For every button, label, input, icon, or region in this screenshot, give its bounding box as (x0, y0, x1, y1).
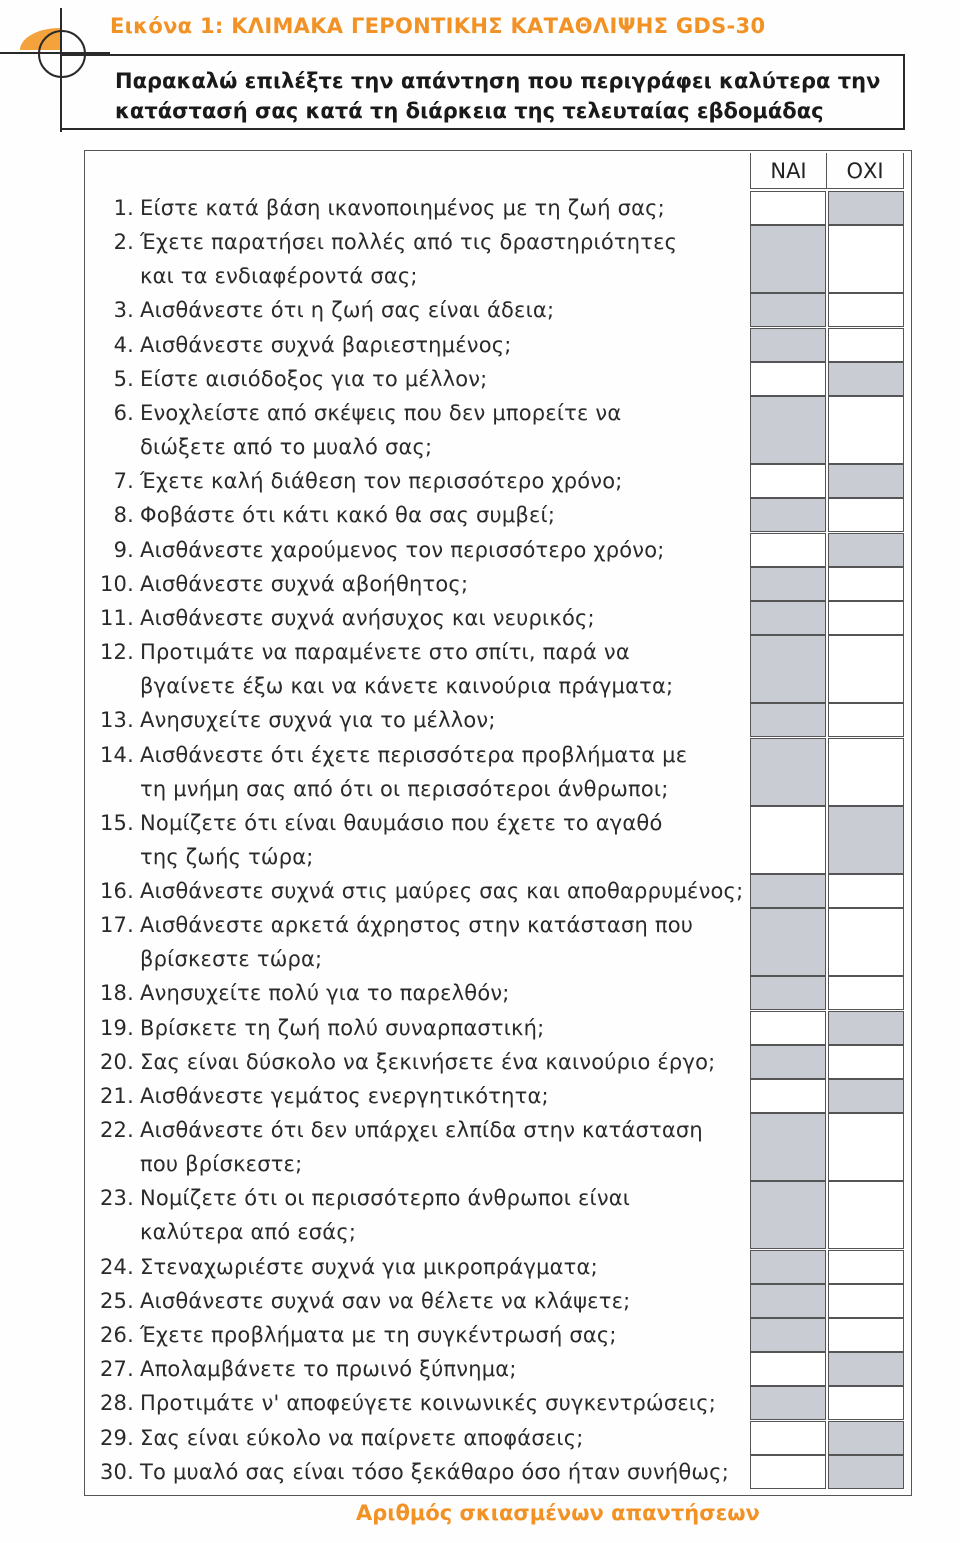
answer-cell-no[interactable] (828, 1113, 904, 1181)
question-text (92, 635, 752, 703)
question-text (92, 328, 752, 362)
question-text (92, 874, 752, 908)
question-line: Βρίσκετε τη ζωή πολύ συναρπαστική; (140, 1015, 545, 1040)
question-line: Αισθάνεστε συχνά στις μαύρες σας και αποθαρρυμένος; (140, 879, 744, 903)
question-text (92, 464, 752, 498)
question-line: Αισθάνεστε ότι έχετε περισσότερα προβλήματα με (140, 742, 688, 767)
answer-cell-yes[interactable] (750, 635, 826, 703)
question-text (92, 293, 752, 327)
question-number: 5. (113, 366, 134, 391)
answer-cell-no[interactable] (828, 464, 904, 498)
question-row (0, 738, 960, 806)
answer-cell-yes[interactable] (750, 191, 826, 225)
answer-cell-no[interactable] (828, 533, 904, 567)
question-row (0, 1011, 960, 1045)
answer-cell-no[interactable] (828, 908, 904, 976)
answer-cell-yes[interactable] (750, 976, 826, 1010)
question-line: Φοβάστε ότι κάτι κακό θα σας συμβεί; (140, 503, 556, 528)
question-line: Το μυαλό σας είναι τόσο ξεκάθαρο όσο ήταν συνήθως; (140, 1459, 729, 1484)
question-row (0, 1455, 960, 1489)
question-text (92, 1284, 752, 1318)
answer-cell-yes[interactable] (750, 225, 826, 293)
question-row (0, 976, 960, 1010)
question-row (0, 396, 960, 464)
question-row (0, 498, 960, 532)
answer-cell-yes[interactable] (750, 874, 826, 908)
question-number: 15. (100, 810, 134, 835)
answer-cell-no[interactable] (828, 328, 904, 362)
answer-cell-yes[interactable] (750, 1284, 826, 1318)
answer-cell-yes[interactable] (750, 1352, 826, 1386)
question-line: Αισθάνεστε συχνά βαριεστημένος; (140, 332, 512, 357)
question-number: 9. (113, 537, 134, 562)
question-row (0, 362, 960, 396)
answer-cell-no[interactable] (828, 738, 904, 806)
answer-cell-yes[interactable] (750, 396, 826, 464)
answer-cell-yes[interactable] (750, 1386, 826, 1420)
question-text (92, 396, 752, 464)
question-number: 6. (113, 401, 134, 425)
answer-cell-yes[interactable] (750, 362, 826, 396)
question-line: Ανησυχείτε συχνά για το μέλλον; (140, 708, 496, 733)
question-line: βρίσκεστε τώρα; (140, 947, 323, 972)
answer-cell-yes[interactable] (750, 1045, 826, 1079)
answer-cell-no[interactable] (828, 1045, 904, 1079)
answer-cell-no[interactable] (828, 1386, 904, 1420)
question-line: Είστε κατά βάση ικανοποιημένος με τη ζωή σας; (140, 196, 665, 220)
question-line: Αισθάνεστε συχνά σαν να θέλετε να κλάψετε; (140, 1288, 631, 1313)
answer-cell-no[interactable] (828, 976, 904, 1010)
question-line: Προτιμάτε να παραμένετε στο σπίτι, παρά να (140, 640, 630, 665)
answer-cell-no[interactable] (828, 635, 904, 703)
answer-cell-no[interactable] (828, 806, 904, 874)
shaded-answers-count-label: Αριθμός σκιασμένων απαντήσεων (356, 1501, 760, 1525)
question-row (0, 1352, 960, 1386)
answer-cell-yes[interactable] (750, 601, 826, 635)
question-number: 3. (113, 298, 134, 323)
answer-cell-yes[interactable] (750, 1113, 826, 1181)
question-text (92, 533, 752, 567)
answer-cell-yes[interactable] (750, 738, 826, 806)
question-line: που βρίσκεστε; (140, 1152, 303, 1177)
question-line: Ανησυχείτε πολύ για το παρελθόν; (140, 981, 510, 1006)
answer-cell-no[interactable] (828, 225, 904, 293)
question-number: 23. (100, 1186, 134, 1211)
question-line: Αισθάνεστε αρκετά άχρηστος στην κατάσταση που (140, 913, 694, 938)
answer-cell-yes[interactable] (750, 498, 826, 532)
question-row (0, 225, 960, 293)
question-text (92, 567, 752, 601)
question-line: της ζωής τώρα; (140, 844, 314, 869)
question-number: 13. (100, 708, 134, 733)
question-line: Σας είναι δύσκολο να ξεκινήσετε ένα καινούριο έργο; (140, 1049, 716, 1074)
question-text (92, 1455, 752, 1489)
answer-cell-yes[interactable] (750, 567, 826, 601)
question-text (92, 191, 752, 225)
answer-cell-no[interactable] (828, 1011, 904, 1045)
question-row (0, 908, 960, 976)
question-line: Απολαμβάνετε το πρωινό ξύπνημα; (140, 1357, 517, 1382)
question-line: τη μνήμη σας από ότι οι περισσότεροι άνθρωποι; (140, 776, 669, 801)
question-row (0, 1045, 960, 1079)
answer-cell-no[interactable] (828, 1455, 904, 1489)
question-text (92, 1181, 752, 1249)
question-text (92, 1079, 752, 1113)
question-line: Έχετε καλή διάθεση τον περισσότερο χρόνο; (140, 469, 623, 494)
question-line: Αισθάνεστε χαρούμενος τον περισσότερο χρόνο; (140, 537, 665, 562)
question-line: Αισθάνεστε συχνά αβοήθητος; (140, 571, 469, 596)
answer-cell-yes[interactable] (750, 1250, 826, 1284)
question-text (92, 1113, 752, 1181)
instructions-line-2: κατάστασή σας κατά τη διάρκεια της τελευταίας εβδομάδας (115, 99, 824, 123)
answer-cell-yes[interactable] (750, 328, 826, 362)
question-number: 17. (100, 913, 134, 938)
question-row (0, 806, 960, 874)
answer-cell-no[interactable] (828, 498, 904, 532)
answer-cell-no[interactable] (828, 396, 904, 464)
question-text (92, 806, 752, 874)
question-line: Νομίζετε ότι οι περισσότερπο άνθρωποι είναι (140, 1186, 631, 1211)
question-row (0, 191, 960, 225)
question-text (92, 908, 752, 976)
question-row (0, 1386, 960, 1420)
question-number: 28. (100, 1391, 134, 1416)
answer-cell-yes[interactable] (750, 1318, 826, 1352)
question-line: Αισθάνεστε γεμάτος ενεργητικότητα; (140, 1084, 549, 1108)
answer-cell-no[interactable] (828, 567, 904, 601)
question-number: 24. (100, 1254, 134, 1279)
question-row (0, 1284, 960, 1318)
question-number: 25. (100, 1288, 134, 1313)
question-line: διώξετε από το μυαλό σας; (140, 435, 433, 459)
figure-title: Εικόνα 1: ΚΛΙΜΑΚΑ ΓΕΡΟΝΤΙΚΗΣ ΚΑΤΑΘΛΙΨΗΣ GDS-30 (110, 14, 766, 38)
answer-cell-yes[interactable] (750, 1421, 826, 1455)
column-header-yes: ΝΑΙ (750, 153, 827, 189)
answer-cell-no[interactable] (828, 874, 904, 908)
question-text (92, 1421, 752, 1455)
question-row (0, 1318, 960, 1352)
answer-cell-yes[interactable] (750, 1011, 826, 1045)
question-line: καλύτερα από εσάς; (140, 1220, 357, 1245)
question-line: Αισθάνεστε ότι η ζωή σας είναι άδεια; (140, 298, 555, 323)
question-row (0, 703, 960, 737)
question-line: Είστε αισιόδοξος για το μέλλον; (140, 366, 488, 391)
instructions-line-1: Παρακαλώ επιλέξτε την απάντηση που περιγράφει καλύτερα την (115, 69, 881, 93)
answer-cell-yes[interactable] (750, 1079, 826, 1113)
question-row (0, 635, 960, 703)
question-number: 30. (100, 1459, 134, 1484)
question-text (92, 1045, 752, 1079)
question-number: 2. (113, 230, 134, 255)
answer-cell-yes[interactable] (750, 806, 826, 874)
column-header-no: ΟΧΙ (827, 153, 904, 189)
question-line: Έχετε παρατήσει πολλές από τις δραστηριότητες (140, 230, 678, 255)
question-line: και τα ενδιαφέροντά σας; (140, 264, 418, 289)
question-row (0, 1181, 960, 1249)
question-text (92, 1352, 752, 1386)
answer-cell-no[interactable] (828, 1352, 904, 1386)
question-number: 11. (100, 606, 134, 630)
question-row (0, 874, 960, 908)
question-number: 12. (100, 640, 134, 665)
question-text (92, 498, 752, 532)
question-number: 10. (100, 571, 134, 596)
answer-cell-no[interactable] (828, 1181, 904, 1249)
question-text (92, 703, 752, 737)
question-number: 22. (100, 1118, 134, 1143)
question-text (92, 738, 752, 806)
question-line: Σας είναι εύκολο να παίρνετε αποφάσεις; (140, 1425, 584, 1450)
question-line: Αισθάνεστε ότι δεν υπάρχει ελπίδα στην κατάσταση (140, 1118, 703, 1143)
question-line: Στεναχωριέστε συχνά για μικροπράγματα; (140, 1254, 598, 1279)
question-number: 14. (100, 742, 134, 767)
question-line: Νομίζετε ότι είναι θαυμάσιο που έχετε το αγαθό (140, 810, 663, 835)
question-number: 8. (113, 503, 134, 528)
question-line: Προτιμάτε ν' αποφεύγετε κοινωνικές συγκεντρώσεις; (140, 1391, 716, 1416)
question-row (0, 1113, 960, 1181)
answer-cell-no[interactable] (828, 191, 904, 225)
question-row (0, 1079, 960, 1113)
answer-cell-no[interactable] (828, 293, 904, 327)
question-text (92, 976, 752, 1010)
question-number: 21. (100, 1084, 134, 1108)
answer-cell-no[interactable] (828, 703, 904, 737)
question-number: 26. (100, 1323, 134, 1347)
question-row (0, 601, 960, 635)
question-text (92, 1250, 752, 1284)
question-line: Έχετε προβλήματα με τη συγκέντρωσή σας; (140, 1323, 617, 1347)
answer-cell-yes[interactable] (750, 908, 826, 976)
question-text (92, 1011, 752, 1045)
question-row (0, 464, 960, 498)
answer-cell-yes[interactable] (750, 293, 826, 327)
answer-cell-yes[interactable] (750, 703, 826, 737)
answer-cell-no[interactable] (828, 362, 904, 396)
question-row (0, 328, 960, 362)
question-number: 29. (100, 1425, 134, 1450)
answer-cell-yes[interactable] (750, 1455, 826, 1489)
question-text (92, 225, 752, 293)
answer-cell-yes[interactable] (750, 533, 826, 567)
question-row (0, 533, 960, 567)
question-number: 1. (113, 196, 134, 220)
instructions-box (61, 54, 905, 130)
question-row (0, 293, 960, 327)
question-number: 16. (100, 879, 134, 903)
question-row (0, 1421, 960, 1455)
answer-cell-yes[interactable] (750, 464, 826, 498)
question-text (92, 1386, 752, 1420)
question-text (92, 1318, 752, 1352)
question-number: 19. (100, 1015, 134, 1040)
question-row (0, 1250, 960, 1284)
question-text (92, 362, 752, 396)
answer-cell-no[interactable] (828, 601, 904, 635)
question-number: 4. (113, 332, 134, 357)
question-text (92, 601, 752, 635)
question-number: 7. (113, 469, 134, 494)
answer-cell-no[interactable] (828, 1250, 904, 1284)
question-line: βγαίνετε έξω και να κάνετε καινούρια πράγματα; (140, 674, 674, 699)
answer-cell-no[interactable] (828, 1421, 904, 1455)
answer-cell-no[interactable] (828, 1318, 904, 1352)
question-line: Αισθάνεστε συχνά ανήσυχος και νευρικός; (140, 606, 595, 630)
answer-cell-no[interactable] (828, 1284, 904, 1318)
question-number: 20. (100, 1049, 134, 1074)
question-number: 27. (100, 1357, 134, 1382)
answer-cell-yes[interactable] (750, 1181, 826, 1249)
question-row (0, 567, 960, 601)
question-line: Ενοχλείστε από σκέψεις που δεν μπορείτε να (140, 401, 622, 425)
answer-cell-no[interactable] (828, 1079, 904, 1113)
question-number: 18. (100, 981, 134, 1006)
